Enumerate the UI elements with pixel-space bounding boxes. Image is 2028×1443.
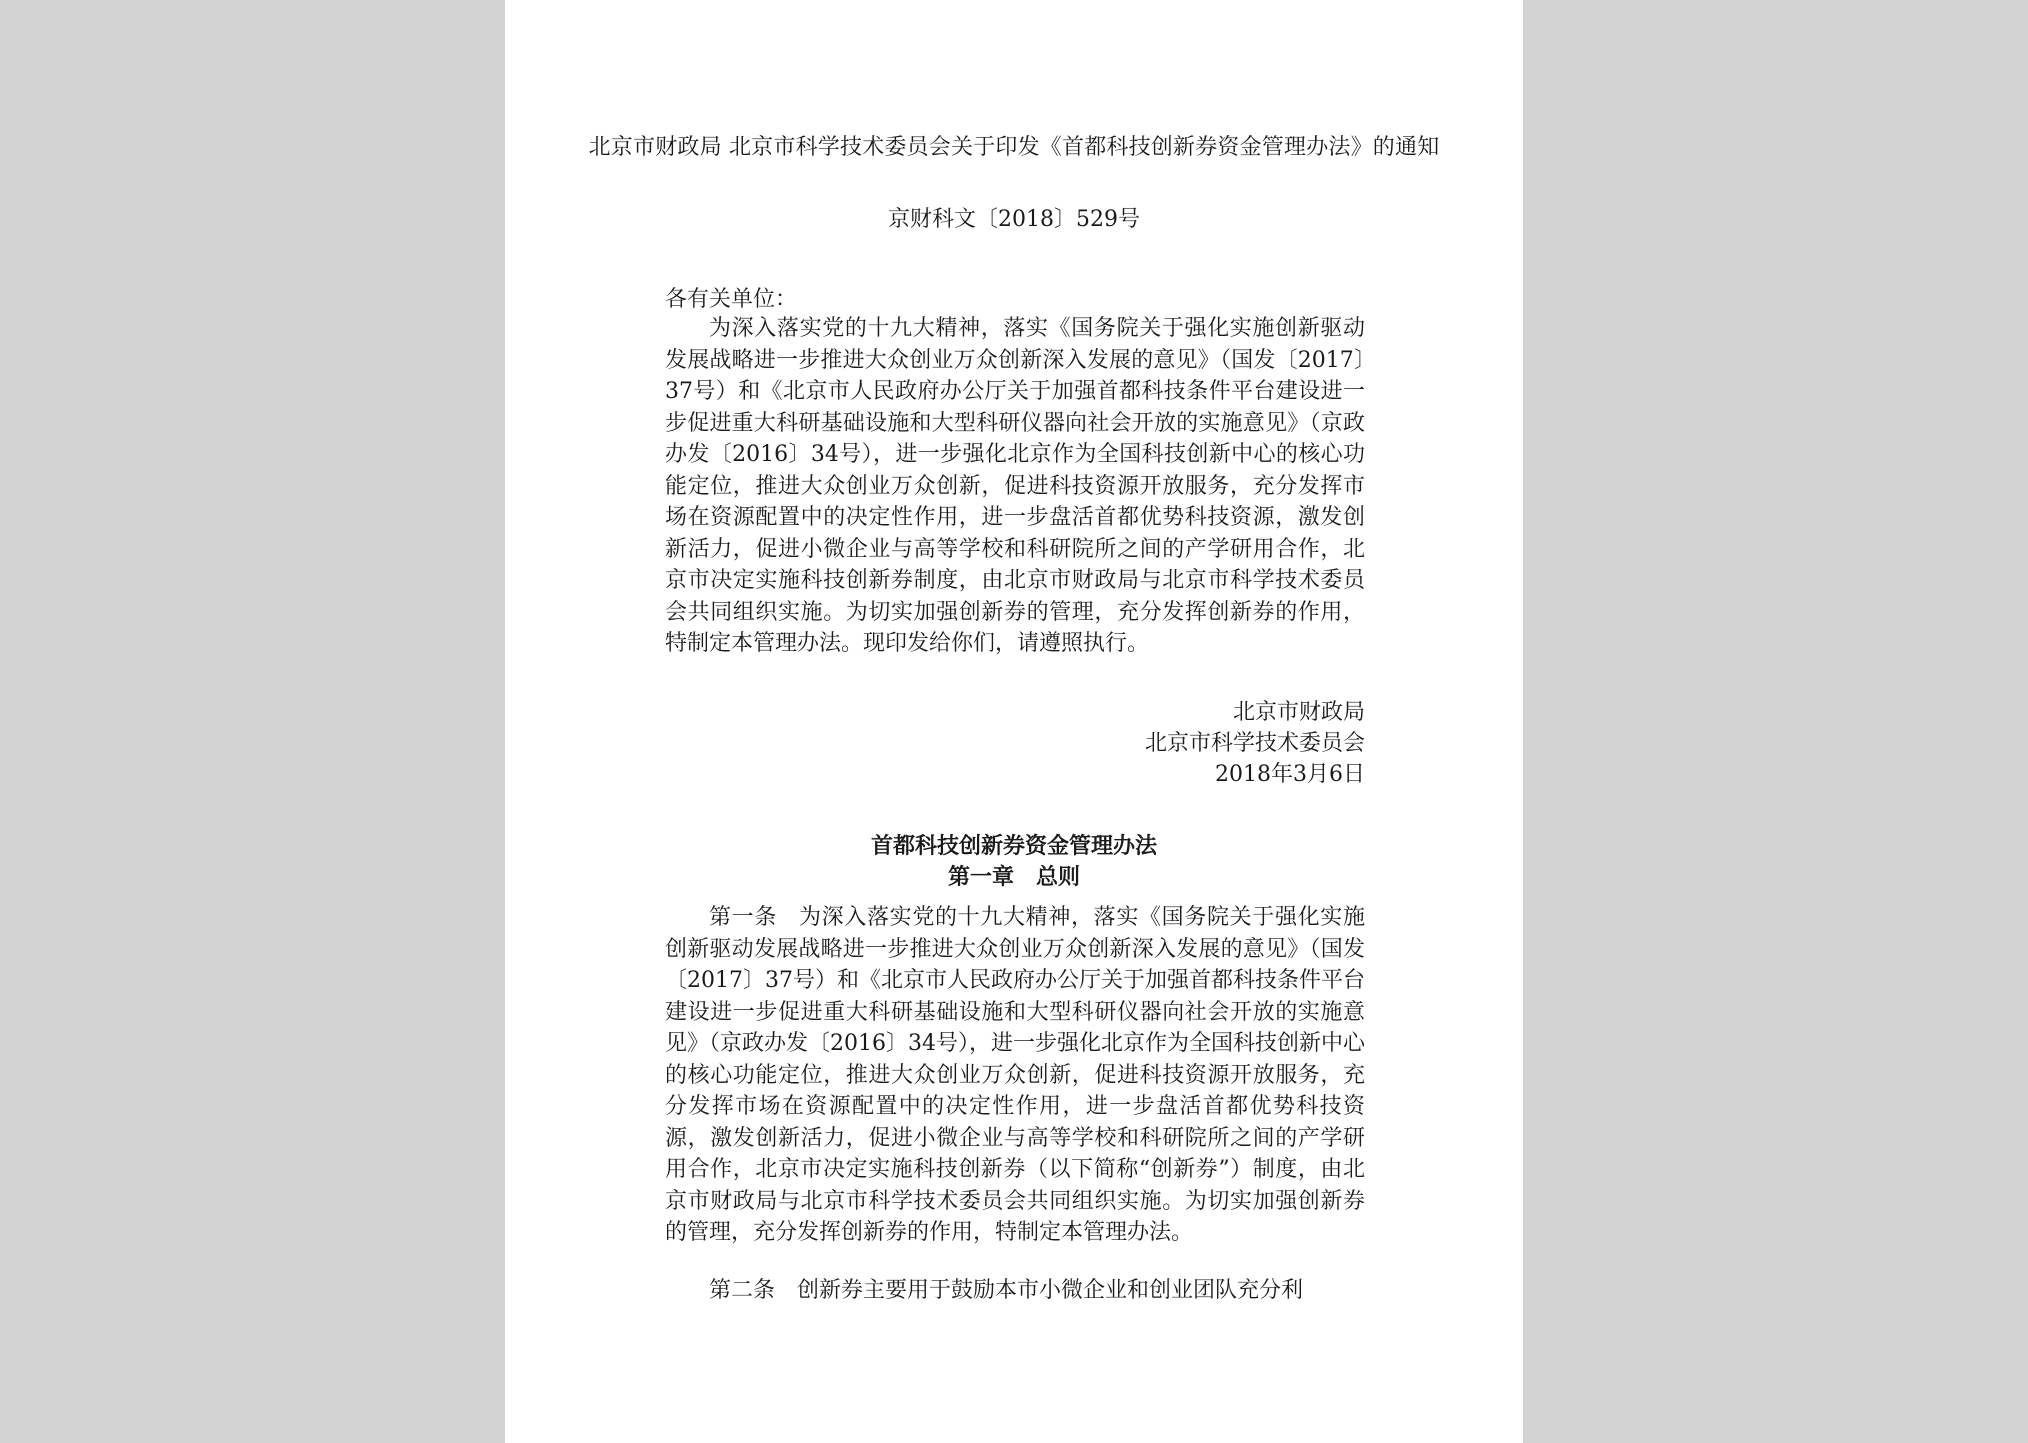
document-title: 北京市财政局 北京市科学技术委员会关于印发《首都科技创新券资金管理办法》的通知 — [588, 135, 1440, 160]
chapter-name: 总则 — [1036, 864, 1081, 890]
article-2 — [665, 1275, 1365, 1306]
article-1 — [665, 902, 1365, 1249]
signatory-science-commission: 北京市科学技术委员会 — [1144, 731, 1365, 756]
article-1-label: 第一条 — [709, 905, 777, 930]
measures-title: 首都科技创新券资金管理办法 — [870, 833, 1157, 859]
article-1-text: 为深入落实党的十九大精神，落实《国务院关于强化实施创新驱动发展战略进一步推进大众创业万众创新深入发展的意见》（国发〔2017〕37号）和《北京市人民政府办公厅关于加强首都科技条件平台建设进一步促进重大科研基础设施和大型科研仪器向社会开放的实施意见》（京政办发〔2016〕34号），进一步强化北京作为全国科技创新中心的核心功能定位，推进大众创业万众创新，促进科技资源开放服务，充分发挥市场在资源配置中的决定性作用，进一步盘活首都优势科技资源，激发创新活力，促进小微企业与高等学校和科研院所之间的产学研用合作，北京市决定实施科技创新券（以下简称“创新券”）制度，由北京市财政局与北京市科学技术委员会共同组织实施。为切实加强创新券的管理，充分发挥创新券的作用，特制定本管理办法。 — [665, 905, 1365, 1245]
article-2-label: 第二条 — [709, 1278, 776, 1303]
document-page — [505, 0, 1523, 1443]
document-number: 京财科文〔2018〕529号 — [888, 207, 1140, 232]
notice-body-paragraph: 为深入落实党的十九大精神，落实《国务院关于强化实施创新驱动发展战略进一步推进大众创业万众创新深入发展的意见》（国发〔2017〕37号）和《北京市人民政府办公厅关于加强首都科技条件平台建设进一步促进重大科研基础设施和大型科研仪器向社会开放的实施意见》（京政办发〔2016〕34号），进一步强化北京作为全国科技创新中心的核心功能定位，推进大众创业万众创新，促进科技资源开放服务，充分发挥市场在资源配置中的决定性作用，进一步盘活首都优势科技资源，激发创新活力，促进小微企业与高等学校和科研院所之间的产学研用合作，北京市决定实施科技创新券制度，由北京市财政局与北京市科学技术委员会共同组织实施。为切实加强创新券的管理，充分发挥创新券的作用，特制定本管理办法。现印发给你们，请遵照执行。 — [665, 316, 1365, 656]
salutation: 各有关单位： — [665, 287, 798, 312]
chapter-label: 第一章 — [947, 864, 1014, 890]
notice-date: 2018年3月6日 — [1215, 762, 1365, 787]
article-2-text: 创新券主要用于鼓励本市小微企业和创业团队充分利 — [797, 1278, 1304, 1303]
signatory-finance-bureau: 北京市财政局 — [1232, 700, 1365, 725]
chapter-heading — [550, 862, 1478, 893]
